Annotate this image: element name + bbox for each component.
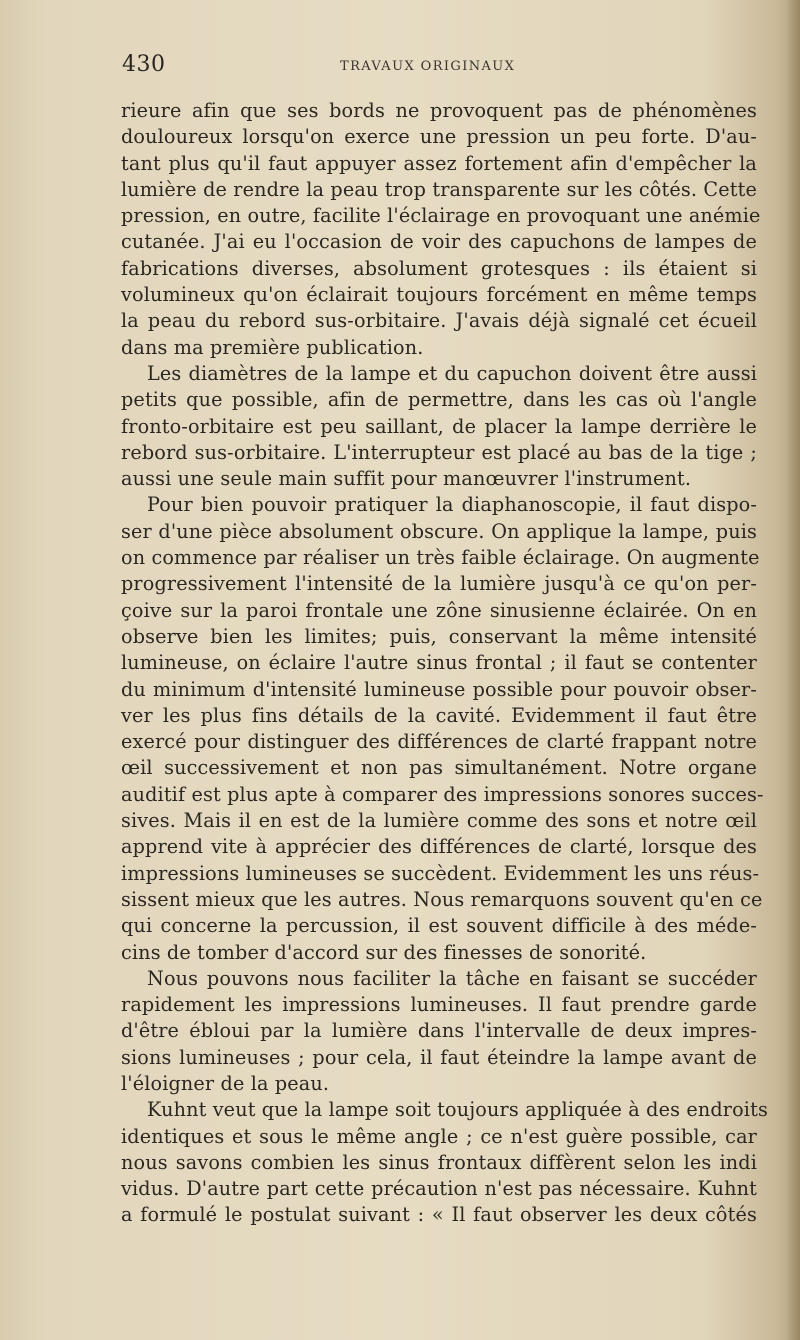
text-line: du minimum d'intensité lumineuse possible pour pouvoir obser- <box>121 677 757 701</box>
text-line: cins de tomber d'accord sur des finesses de sonorité. <box>121 940 647 964</box>
text-line: petits que possible, afin de permettre, dans les cas où l'angle <box>121 388 757 412</box>
text-line: lumière de rendre la peau trop transparente sur les côtés. Cette <box>121 177 757 201</box>
text-line: vidus. D'autre part cette précaution n'est pas nécessaire. Kuhnt <box>121 1177 757 1201</box>
page-edge-shadow <box>786 0 800 1340</box>
text-line: apprend vite à apprécier des différences de clarté, lorsque des <box>121 835 757 859</box>
text-line: cutanée. J'ai eu l'occasion de voir des capuchons de lampes de <box>121 230 757 254</box>
text-line: d'être ébloui par la lumière dans l'intervalle de deux impres- <box>121 1019 757 1043</box>
text-line: a formulé le postulat suivant : « Il faut observer les deux côtés <box>121 1203 757 1227</box>
text-line: tant plus qu'il faut appuyer assez fortement afin d'empêcher la <box>121 151 757 175</box>
text-line: auditif est plus apte à comparer des impressions sonores succes- <box>121 782 764 806</box>
text-line: rieure afin que ses bords ne provoquent pas de phénomènes <box>121 99 757 122</box>
page-number: 430 <box>122 52 166 77</box>
text-line: on commence par réaliser un très faible éclairage. On augmente <box>121 546 760 570</box>
text-line: fronto-orbitaire est peu saillant, de placer la lampe derrière le <box>121 414 757 438</box>
text-line: qui concerne la percussion, il est souvent difficile à des méde- <box>121 914 757 938</box>
text-line: l'éloigner de la peau. <box>121 1071 330 1095</box>
text-line: rebord sus-orbitaire. L'interrupteur est placé au bas de la tige ; <box>121 440 757 464</box>
text-line: Kuhnt veut que la lampe soit toujours appliquée à des endroits <box>147 1098 768 1122</box>
text-line: lumineuse, on éclaire l'autre sinus frontal ; il faut se contenter <box>121 651 757 675</box>
page-header <box>122 52 762 82</box>
text-line: sives. Mais il en est de la lumière comme des sons et notre œil <box>121 809 757 833</box>
text-line: ver les plus fins détails de la cavité. Evidemment il faut être <box>121 703 757 727</box>
text-line: pression, en outre, facilite l'éclairage en provoquant une anémie <box>121 204 761 228</box>
text-line: douloureux lorsqu'on exerce une pression un peu forte. D'au- <box>121 125 757 149</box>
text-line: aussi une seule main suffit pour manœuvrer l'instrument. <box>121 467 692 491</box>
text-line: œil successivement et non pas simultanément. Notre organe <box>121 756 757 780</box>
text-line: identiques et sous le même angle ; ce n'est guère possible, car <box>121 1124 757 1148</box>
text-line: sissent mieux que les autres. Nous remarquons souvent qu'en ce <box>121 887 763 911</box>
running-head: TRAVAUX ORIGINAUX <box>340 59 516 74</box>
text-line: volumineux qu'on éclairait toujours forcément en même temps <box>121 283 757 307</box>
text-line: nous savons combien les sinus frontaux diffèrent selon les indi <box>121 1150 757 1174</box>
text-line: sions lumineuses ; pour cela, il faut éteindre la lampe avant de <box>121 1045 757 1069</box>
text-line: fabrications diverses, absolument grotesques : ils étaient si <box>121 256 757 280</box>
text-line: ser d'une pièce absolument obscure. On applique la lampe, puis <box>121 519 757 543</box>
text-line: Pour bien pouvoir pratiquer la diaphanoscopie, il faut dispo- <box>147 493 757 517</box>
text-line: dans ma première publication. <box>121 335 424 359</box>
text-line: Nous pouvons nous faciliter la tâche en faisant se succéder <box>147 966 757 990</box>
text-line: observe bien les limites; puis, conservant la même intensité <box>121 624 757 648</box>
text-line: impressions lumineuses se succèdent. Evidemment les uns réus- <box>121 861 760 885</box>
text-line: rapidement les impressions lumineuses. Il faut prendre garde <box>121 993 757 1017</box>
text-line: exercé pour distinguer des différences de clarté frappant notre <box>121 730 757 754</box>
body-text <box>121 98 768 1229</box>
text-line: Les diamètres de la lampe et du capuchon doivent être aussi <box>147 361 757 385</box>
text-line: çoive sur la paroi frontale une zône sinusienne éclairée. On en <box>121 598 757 622</box>
text-line: la peau du rebord sus-orbitaire. J'avais déjà signalé cet écueil <box>121 309 757 333</box>
text-line: progressivement l'intensité de la lumière jusqu'à ce qu'on per- <box>121 572 757 596</box>
